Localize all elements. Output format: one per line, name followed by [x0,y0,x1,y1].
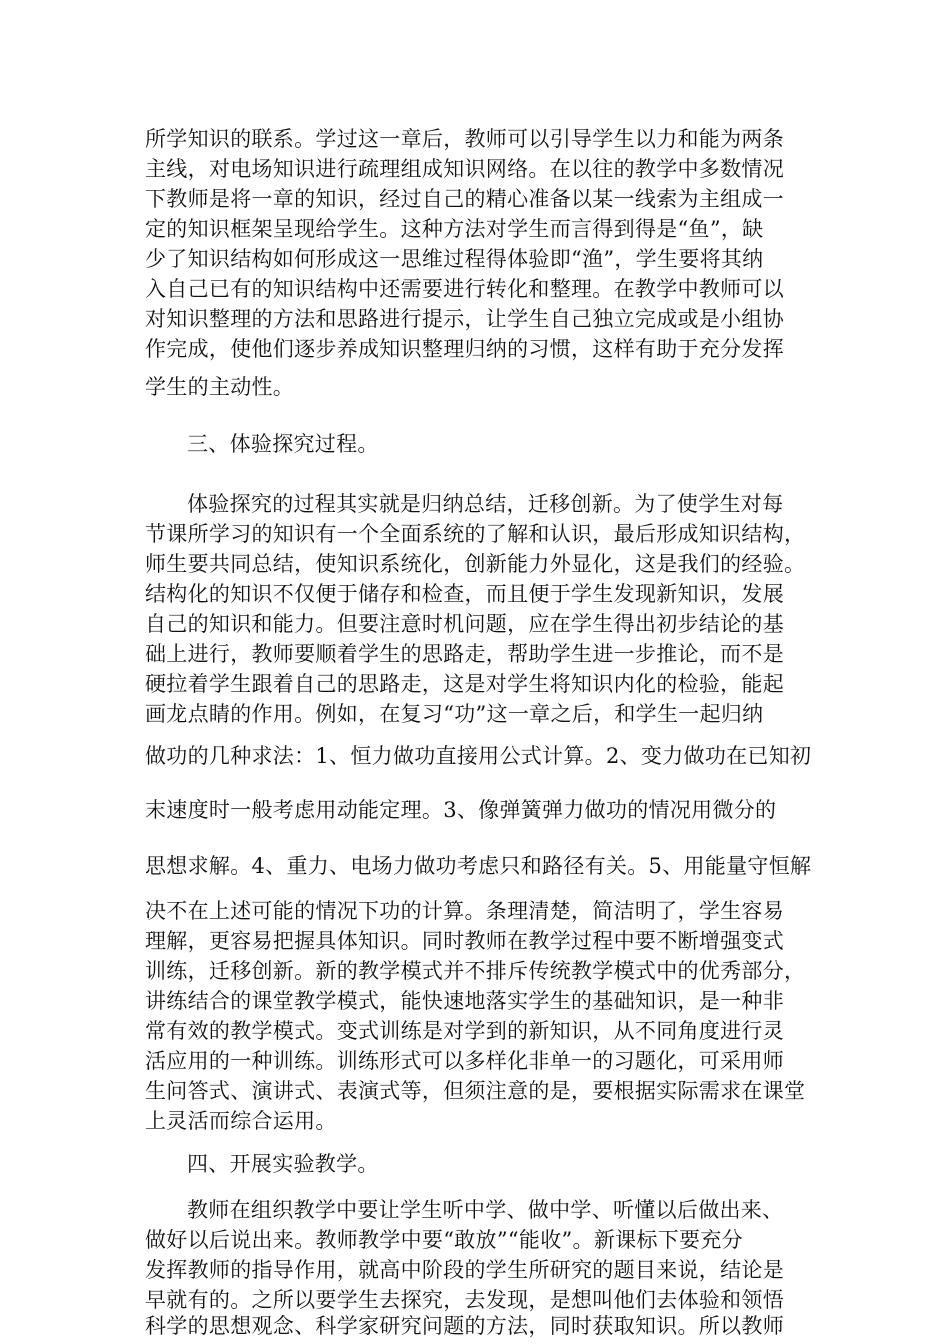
paragraph-2-line: 础上进行，教师要顺着学生的思路走，帮助学生进一步推论，而不是 [145,642,784,666]
paragraph-2-line: 活应用的一种训练。训练形式可以多样化非单一的习题化，可采用师 [145,1049,784,1073]
paragraph-1-line: 定的知识框架呈现给学生。这种方法对学生而言得到得是“鱼”，缺 [145,217,764,241]
paragraph-1-line: 作完成，使他们逐步养成知识整理归纳的习惯，这样有助于充分发挥 [145,337,784,361]
paragraph-2-line: 结构化的知识不仅便于储存和检查，而且便于学生发现新知识，发展 [145,582,784,606]
paragraph-3-line: 早就有的。之所以要学生去探究，去发现，是想叫他们去体验和领悟 [145,1288,784,1312]
paragraph-3-line: 做好以后说出来。教师教学中要“敢放”“能收”。新课标下要充分 [145,1228,743,1252]
paragraph-2-line: 画龙点睛的作用。例如，在复习“功”这一章之后，和学生一起归纳 [145,702,764,726]
paragraph-1-line: 下教师是将一章的知识，经过自己的精心准备以某一线索为主组成一 [145,187,784,211]
paragraph-1-line: 入自己已有的知识结构中还需要进行转化和整理。在教学中教师可以 [145,277,784,301]
paragraph-1-line: 主线，对电场知识进行疏理组成知识网络。在以往的教学中多数情况 [145,157,784,181]
paragraph-3-line: 科学的思想观念、科学家研究问题的方法，同时获取知识。所以教师 [145,1314,784,1338]
paragraph-2-line: 师生要共同总结，使知识系统化，创新能力外显化，这是我们的经验。 [145,552,806,576]
section-heading-4: 四、开展实验教学。 [187,1152,379,1176]
paragraph-2-line: 讲练结合的课堂教学模式，能快速地落实学生的基础知识，是一种非 [145,989,784,1013]
paragraph-2-line: 自己的知识和能力。但要注意时机问题，应在学生得出初步结论的基 [145,612,784,636]
paragraph-2-line: 生问答式、演讲式、表演式等，但须注意的是，要根据实际需求在课堂 [145,1079,806,1103]
paragraph-2-line: 做功的几种求法：1、恒力做功直接用公式计算。2、变力做功在已知初 [145,744,812,768]
paragraph-2-line: 体验探究的过程其实就是归纳总结，迁移创新。为了使学生对每 [187,492,784,516]
paragraph-2-line: 决不在上述可能的情况下功的计算。条理清楚，简洁明了，学生容易 [145,899,784,923]
paragraph-3-line: 教师在组织教学中要让学生听中学、做中学、听懂以后做出来、 [187,1198,784,1222]
paragraph-2-line: 理解，更容易把握具体知识。同时教师在教学过程中要不断增强变式 [145,929,784,953]
paragraph-2-line: 节课所学习的知识有一个全面系统的了解和认识，最后形成知识结构， [145,522,806,546]
paragraph-2-line: 硬拉着学生跟着自己的思路走，这是对学生将知识内化的检验，能起 [145,672,784,696]
paragraph-2-line: 常有效的教学模式。变式训练是对学到的新知识，从不同角度进行灵 [145,1019,784,1043]
paragraph-1-line: 对知识整理的方法和思路进行提示，让学生自己独立完成或是小组协 [145,307,784,331]
paragraph-1-line: 学生的主动性。 [145,375,295,399]
paragraph-1-line: 所学知识的联系。学过这一章后，教师可以引导学生以力和能为两条 [145,127,784,151]
paragraph-3-line: 发挥教师的指导作用，就高中阶段的学生所研究的题目来说，结论是 [145,1258,784,1282]
paragraph-1-line: 少了知识结构如何形成这一思维过程得体验即“渔”，学生要将其纳 [145,247,764,271]
paragraph-2-line: 训练，迁移创新。新的教学模式并不排斥传统教学模式中的优秀部分， [145,959,806,983]
paragraph-2-line: 上灵活而综合运用。 [145,1109,337,1133]
paragraph-2-line: 思想求解。4、重力、电场力做功考虑只和路径有关。5、用能量守恒解 [145,854,812,878]
section-heading-3: 三、体验探究过程。 [187,432,379,456]
paragraph-2-line: 末速度时一般考虑用动能定理。3、像弹簧弹力做功的情况用微分的 [145,798,777,822]
